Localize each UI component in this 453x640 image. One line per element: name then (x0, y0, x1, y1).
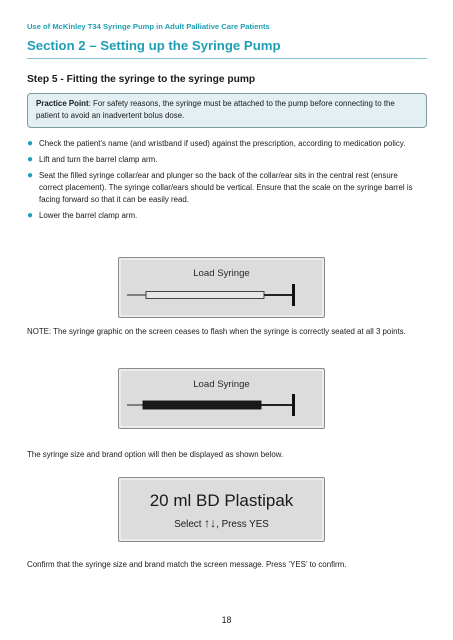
running-title: Use of McKinley T34 Syringe Pump in Adult Palliative Care Patients (27, 22, 270, 31)
bullet-icon: ● (27, 210, 34, 221)
list-item (27, 138, 417, 150)
list-item (27, 210, 417, 222)
step-title: Step 5 - Fitting the syringe to the syringe pump (27, 74, 256, 85)
confirm-text: Confirm that the syringe size and brand match the screen message. Press ‘YES’ to confirm. (27, 560, 347, 569)
section-title: Section 2 – Setting up the Syringe Pump (27, 38, 281, 53)
list-item (27, 154, 417, 166)
pump-screen-brand-select (118, 477, 325, 542)
bullet-icon: ● (27, 154, 34, 165)
bullet-icon: ● (27, 170, 34, 181)
practice-point-text: : For safety reasons, the syringe must be attached to the pump before connecting to the patient to avoid an inadvertent bolus dose. (36, 99, 395, 120)
title-divider (27, 58, 427, 59)
filled-syringe-icon (119, 369, 324, 428)
empty-syringe-icon (119, 258, 324, 317)
select-prefix: Select (174, 519, 202, 530)
list-item-text: Check the patient’s name (and wristband if used) against the prescription, according to medication policy. (39, 139, 406, 148)
display-info-text: The syringe size and brand option will then be displayed as shown below. (27, 450, 284, 459)
practice-point-box (27, 93, 427, 128)
practice-point-label: Practice Point (36, 99, 89, 108)
screen-label: Load Syringe (193, 268, 250, 279)
list-item-text: Seat the filled syringe collar/ear and plunger so the back of the collar/ear sits in the central rest (ensure correct placement). The syringe collar/ears should be vertical. Ensure that the scale on the syringe barrel is facing forward so that it can be easily read. (39, 171, 413, 204)
list-item-text: Lower the barrel clamp arm. (39, 211, 138, 220)
down-arrow-icon: ↓ (210, 516, 217, 530)
pump-screen-load-empty (118, 257, 325, 318)
note-text: NOTE: The syringe graphic on the screen ceases to flash when the syringe is correctly seated at all 3 points. (27, 327, 406, 336)
list-item-text: Lift and turn the barrel clamp arm. (39, 155, 158, 164)
page-number: 18 (221, 615, 232, 625)
syringe-brand-text: 20 ml BD Plastipak (149, 491, 294, 510)
instruction-list (27, 138, 417, 226)
list-item (27, 170, 417, 206)
select-prompt (119, 516, 324, 530)
up-arrow-icon: ↑ (204, 516, 211, 530)
select-suffix: , Press YES (216, 519, 269, 530)
screen-label: Load Syringe (193, 379, 250, 390)
pump-screen-load-filled (118, 368, 325, 429)
bullet-icon: ● (27, 138, 34, 149)
